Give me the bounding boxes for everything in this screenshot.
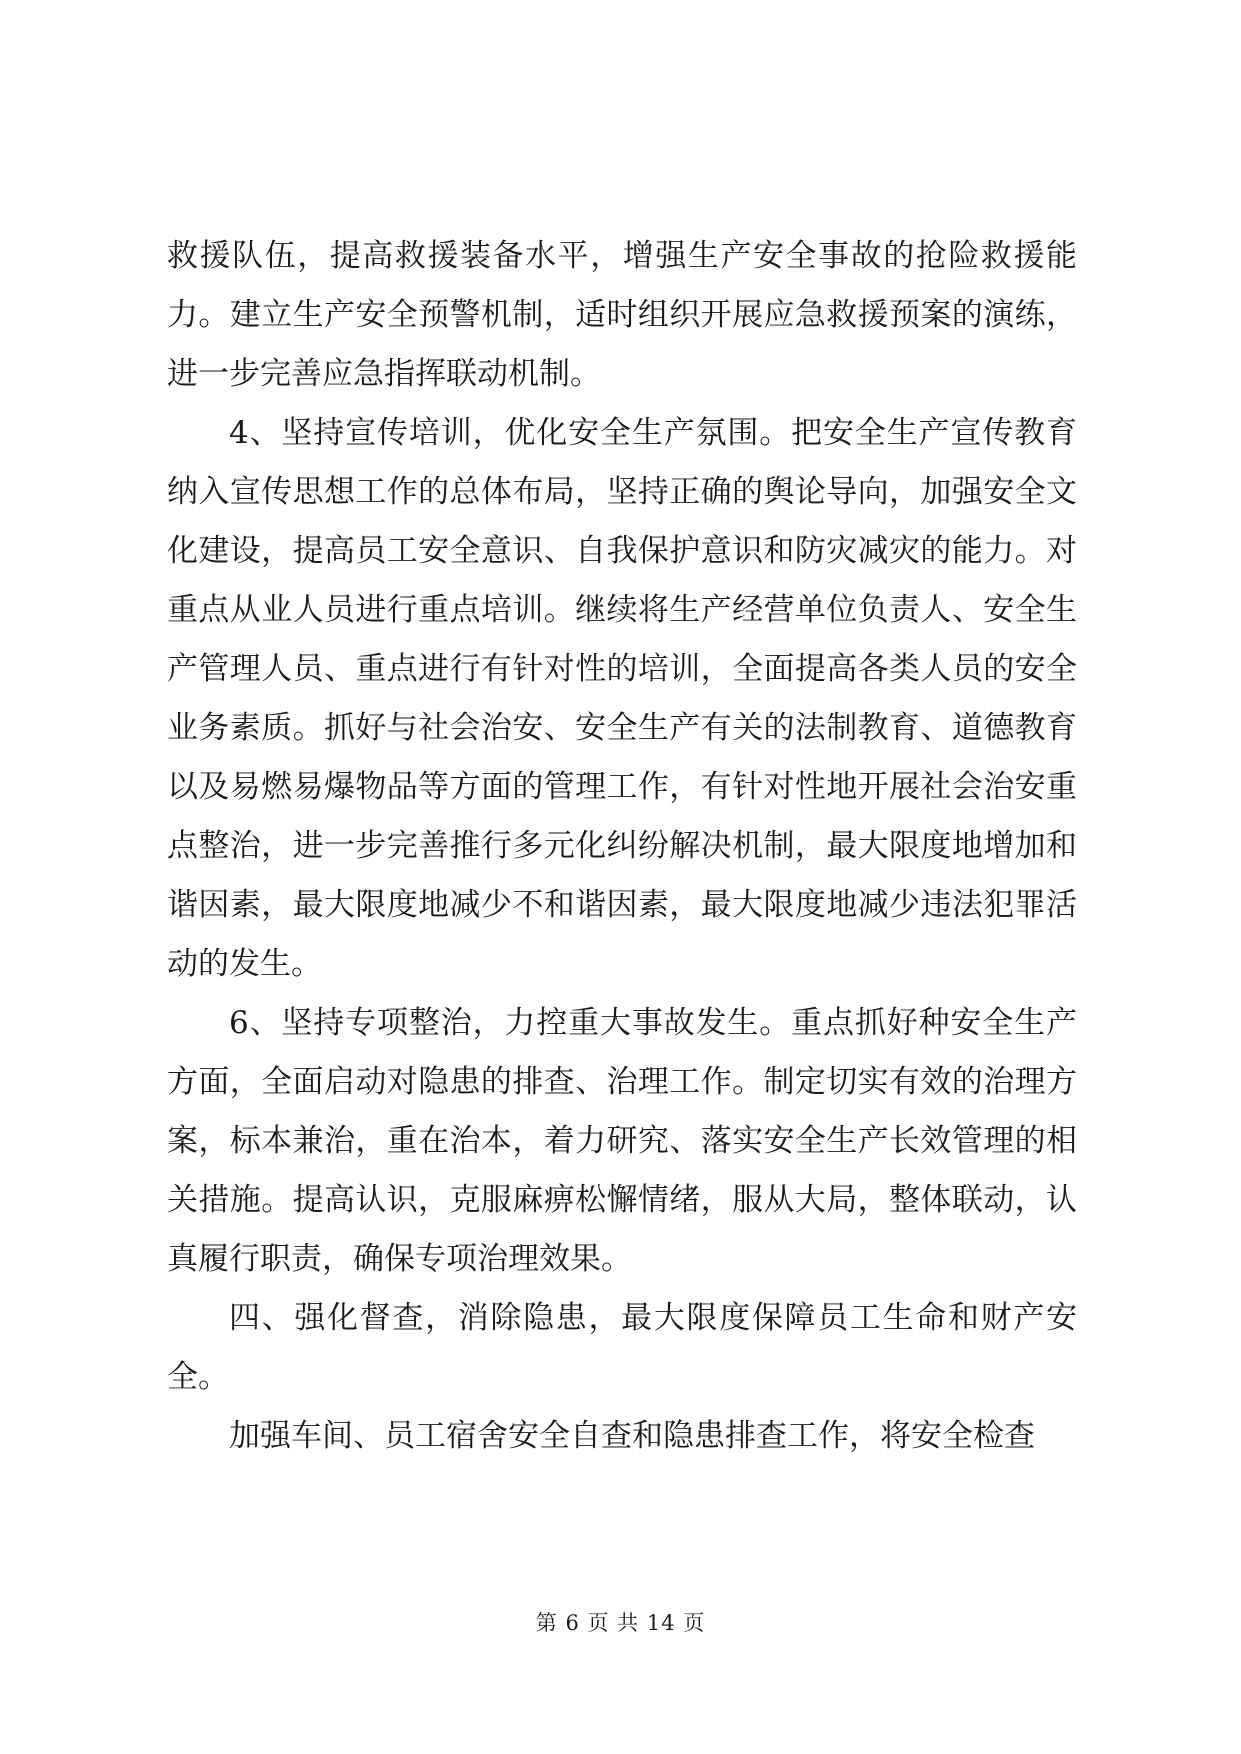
document-body bbox=[167, 227, 1077, 1466]
paragraph-inspection: 加强车间、员工宿舍安全自查和隐患排查工作，将安全检查 bbox=[229, 1418, 1035, 1454]
page-number-footer: 第 6 页 共 14 页 bbox=[535, 1611, 706, 1635]
paragraph-emergency-rescue: 救援队伍，提高救援装备水平，增强生产安全事故的抢险救援能力。建立生产安全预警机制，适时组织开展应急救援预案的演练，进一步完善应急指挥联动机制。 bbox=[167, 238, 1077, 392]
paragraph-publicity-training: 4、坚持宣传培训，优化安全生产氛围。把安全生产宣传教育纳入宣传思想工作的总体布局，坚持正确的舆论导向，加强安全文化建设，提高员工安全意识、自我保护意识和防灾减灾的能力。对重点从业人员进行重点培训。继续将生产经营单位负责人、安全生产管理人员、重点进行有针对性的培训，全面提高各类人员的安全业务素质。抓好与社会治安、安全生产有关的法制教育、道德教育以及易燃易爆物品等方面的管理工作，有针对性地开展社会治安重点整治，进一步完善推行多元化纠纷解决机制，最大限度地增加和谐因素，最大限度地减少不和谐因素，最大限度地减少违法犯罪活动的发生。 bbox=[167, 415, 1077, 982]
paragraph-special-rectification: 6、坚持专项整治，力控重大事故发生。重点抓好种安全生产方面，全面启动对隐患的排查、治理工作。制定切实有效的治理方案，标本兼治，重在治本，着力研究、落实安全生产长效管理的相关措施。提高认识，克服麻痹松懈情绪，服从大局，整体联动，认真履行职责，确保专项治理效果。 bbox=[167, 1005, 1077, 1277]
paragraph-supervision-heading: 四、强化督查，消除隐患，最大限度保障员工生命和财产安全。 bbox=[167, 1300, 1077, 1395]
